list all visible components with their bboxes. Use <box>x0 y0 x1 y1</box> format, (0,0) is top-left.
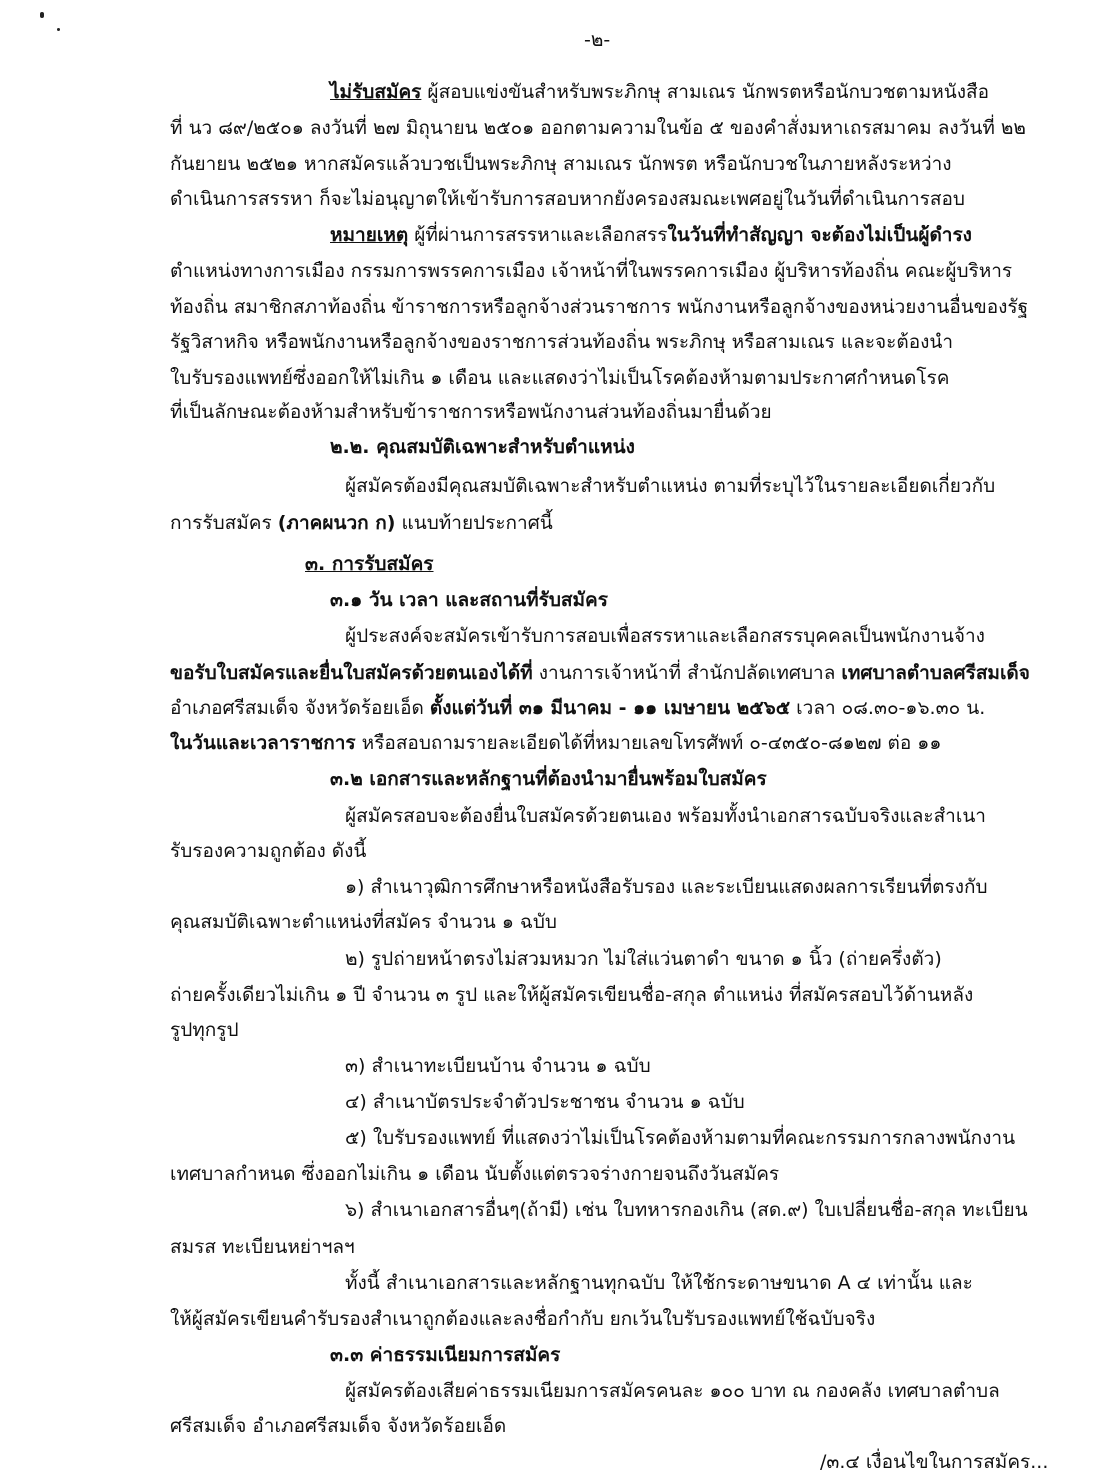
text-span: ผู้สมัครต้องเสียค่าธรรมเนียมการสมัครคนละ ๑๐๐ บาท ณ กองคลัง เทศบาลตำบล <box>345 1379 1000 1402</box>
text-span: รับรองความถูกต้อง ดังนี้ <box>170 839 367 862</box>
text-line <box>170 1414 506 1438</box>
text-line <box>170 152 952 176</box>
text-span: ที่ นว ๘๙/๒๕๐๑ ลงวันที่ ๒๗ มิถุนายน ๒๕๐๑ ออกตามความในข้อ ๕ ของคำสั่งมหาเถรสมาคม ลงวันที่ ๒๒ <box>170 117 1026 140</box>
text-span: ถ่ายครั้งเดียวไม่เกิน ๑ ปี จำนวน ๓ รูป และให้ผู้สมัครเขียนชื่อ-สกุล ตำแหน่ง ที่สมัครสอบไว้ด้านหลัง <box>170 983 974 1006</box>
text-span: สมรส ทะเบียนหย่าฯลฯ <box>170 1235 355 1258</box>
bold-text: (ภาคผนวก ก) <box>277 511 396 534</box>
text-span: ให้ผู้สมัครเขียนคำรับรองสำเนาถูกต้องและลงชื่อกำกับ ยกเว้นใบรับรองแพทย์ใช้ฉบับจริง <box>170 1307 876 1330</box>
bold-text: ในวันที่ทำสัญญา จะต้องไม่เป็นผู้ดำรง <box>667 224 972 247</box>
text-span: กันยายน ๒๕๒๑ หากสมัครแล้วบวชเป็นพระภิกษุ สามเณร นักพรต หรือนักบวชในภายหลังระหว่าง <box>170 153 952 176</box>
text-line <box>345 947 942 971</box>
text-span: ตำแหน่งทางการเมือง กรรมการพรรคการเมือง เจ้าหน้าที่ในพรรคการเมือง ผู้บริหารท้องถิ่น คณะผู้บริหาร <box>170 260 1013 283</box>
bold-text: ๓.๒ เอกสารและหลักฐานที่ต้องนำมายื่นพร้อมใบสมัคร <box>330 768 767 791</box>
text-span: การรับสมัคร <box>170 511 278 534</box>
bold-text: ๓.๓ ค่าธรรมเนียมการสมัคร <box>330 1343 561 1366</box>
text-span: ทั้งนี้ สำเนาเอกสารและหลักฐานทุกฉบับ ให้ใช้กระดาษขนาด A ๔ เท่านั้น และ <box>345 1271 973 1294</box>
text-line <box>820 1450 1048 1474</box>
text-line <box>170 731 941 755</box>
text-line <box>345 1198 1028 1222</box>
text-span: ๕) ใบรับรองแพทย์ ที่แสดงว่าไม่เป็นโรคต้องห้ามตามที่คณะกรรมการกลางพนักงาน <box>345 1127 1016 1150</box>
text-span: ผู้สมัครสอบจะต้องยื่นใบสมัครด้วยตนเอง พร้อมทั้งนำเอกสารฉบับจริงและสำเนา <box>345 804 986 827</box>
text-span: ๑) สำเนาวุฒิการศึกษาหรือหนังสือรับรอง และระเบียนแสดงผลการเรียนที่ตรงกับ <box>345 875 988 898</box>
underlined-heading: หมายเหตุ <box>330 224 409 247</box>
text-line <box>345 1090 745 1114</box>
text-span: ๔) สำเนาบัตรประจำตัวประชาชน จำนวน ๑ ฉบับ <box>345 1091 745 1114</box>
text-line <box>170 910 557 934</box>
text-line <box>345 1271 973 1295</box>
bold-text: ขอรับใบสมัครและยื่นใบสมัครด้วยตนเองได้ที่ <box>170 662 533 685</box>
text-line <box>170 661 1030 685</box>
text-span: ๒) รูปถ่ายหน้าตรงไม่สวมหมวก ไม่ใส่แว่นตาดำ ขนาด ๑ นิ้ว (ถ่ายครึ่งตัว) <box>345 947 942 970</box>
bold-text: ๓.๑ วัน เวลา และสถานที่รับสมัคร <box>330 589 608 612</box>
text-span: ดำเนินการสรรหา ก็จะไม่อนุญาตให้เข้ารับการสอบหากยังครองสมณะเพศอยู่ในวันที่ดำเนินการสอบ <box>170 188 965 211</box>
text-line <box>170 1162 779 1186</box>
text-span: ผู้ประสงค์จะสมัครเข้ารับการสอบเพื่อสรรหาและเลือกสรรบุคคลเป็นพนักงานจ้าง <box>345 625 985 648</box>
text-line <box>170 1018 239 1042</box>
text-span: คุณสมบัติเฉพาะตำแหน่งที่สมัคร จำนวน ๑ ฉบับ <box>170 910 557 933</box>
scan-speck <box>40 12 44 18</box>
text-span: ใบรับรองแพทย์ซึ่งออกให้ไม่เกิน ๑ เดือน และแสดงว่าไม่เป็นโรคต้องห้ามตามประกาศกำหนดโรค <box>170 366 950 389</box>
bold-text: ตั้งแต่วันที่ ๓๑ มีนาคม - ๑๑ เมษายน ๒๕๖๕ <box>429 697 791 720</box>
text-line <box>170 983 973 1007</box>
text-line <box>330 435 635 459</box>
text-line <box>170 696 985 720</box>
text-line <box>170 511 553 535</box>
text-span: อำเภอศรีสมเด็จ จังหวัดร้อยเอ็ด <box>170 697 430 720</box>
text-span: ศรีสมเด็จ อำเภอศรีสมเด็จ จังหวัดร้อยเอ็ด <box>170 1414 507 1437</box>
text-line <box>170 400 772 424</box>
text-span: ๖) สำเนาเอกสารอื่นๆ(ถ้ามี) เช่น ใบทหารกองเกิน (สด.๙) ใบเปลี่ยนชื่อ-สกุล ทะเบียน <box>345 1199 1028 1222</box>
text-span: เทศบาลกำหนด ซึ่งออกไม่เกิน ๑ เดือน นับตั้งแต่ตรวจร่างกายจนถึงวันสมัคร <box>170 1163 780 1186</box>
text-span: ๓) สำเนาทะเบียนบ้าน จำนวน ๑ ฉบับ <box>345 1055 651 1078</box>
text-span: ผู้สอบแข่งขันสำหรับพระภิกษุ สามเณร นักพรตหรือนักบวชตามหนังสือ <box>421 81 990 103</box>
text-line <box>345 1379 1000 1403</box>
bold-text: ในวันและเวลาราชการ <box>170 732 356 755</box>
text-span: รูปทุกรูป <box>170 1019 239 1042</box>
text-line <box>345 1054 651 1078</box>
scan-speck <box>57 28 60 31</box>
text-span: ท้องถิ่น สมาชิกสภาท้องถิ่น ข้าราชการหรือลูกจ้างส่วนราชการ พนักงานหรือลูกจ้างของหน่วยงานอื่นของรัฐ <box>170 295 1029 318</box>
text-line <box>330 1343 560 1367</box>
text-line <box>345 624 985 648</box>
text-line <box>170 1235 355 1259</box>
text-line <box>170 295 1028 319</box>
text-span: ผู้ที่ผ่านการสรรหาและเลือกสรร <box>408 224 668 247</box>
text-line <box>170 839 366 863</box>
text-line <box>330 80 989 104</box>
text-line <box>345 474 995 498</box>
underlined-heading: ไม่รับสมัคร <box>330 81 422 103</box>
text-line <box>170 116 1026 140</box>
text-span: เวลา ๐๘.๓๐-๑๖.๓๐ น. <box>790 697 986 720</box>
text-line <box>170 330 953 354</box>
text-span: หรือสอบถามรายละเอียดได้ที่หมายเลขโทรศัพท์ ๐-๔๓๕๐-๘๑๒๗ ต่อ ๑๑ <box>355 732 942 755</box>
text-line <box>170 366 949 390</box>
text-span: ที่เป็นลักษณะต้องห้ามสำหรับข้าราชการหรือพนักงานส่วนท้องถิ่นมายื่นด้วย <box>170 400 772 423</box>
text-span: งานการเจ้าหน้าที่ สำนักปลัดเทศบาล <box>532 662 842 685</box>
text-span: แนบท้ายประกาศนี้ <box>395 511 553 534</box>
bold-text: ๒.๒. คุณสมบัติเฉพาะสำหรับตำแหน่ง <box>330 435 635 458</box>
text-line <box>330 767 767 791</box>
text-span: /๓.๔ เงื่อนไขในการสมัคร... <box>820 1451 1049 1473</box>
text-line <box>330 223 972 247</box>
text-line <box>305 552 434 576</box>
text-line <box>170 259 1012 283</box>
text-line <box>345 804 986 828</box>
bold-text: เทศบาลตำบลศรีสมเด็จ <box>841 662 1030 685</box>
text-span: รัฐวิสาหกิจ หรือพนักงานหรือลูกจ้างของราชการส่วนท้องถิ่น พระภิกษุ หรือสามเณร และจะต้องนำ <box>170 330 954 353</box>
page-number: -๒- <box>584 29 611 51</box>
text-line <box>345 875 988 899</box>
text-span: ผู้สมัครต้องมีคุณสมบัติเฉพาะสำหรับตำแหน่ง ตามที่ระบุไว้ในรายละเอียดเกี่ยวกับ <box>345 474 996 497</box>
text-line <box>170 187 965 211</box>
text-line <box>170 1307 875 1331</box>
text-line <box>345 1126 1015 1150</box>
text-line <box>330 588 608 612</box>
underlined-heading: ๓. การรับสมัคร <box>305 552 434 575</box>
